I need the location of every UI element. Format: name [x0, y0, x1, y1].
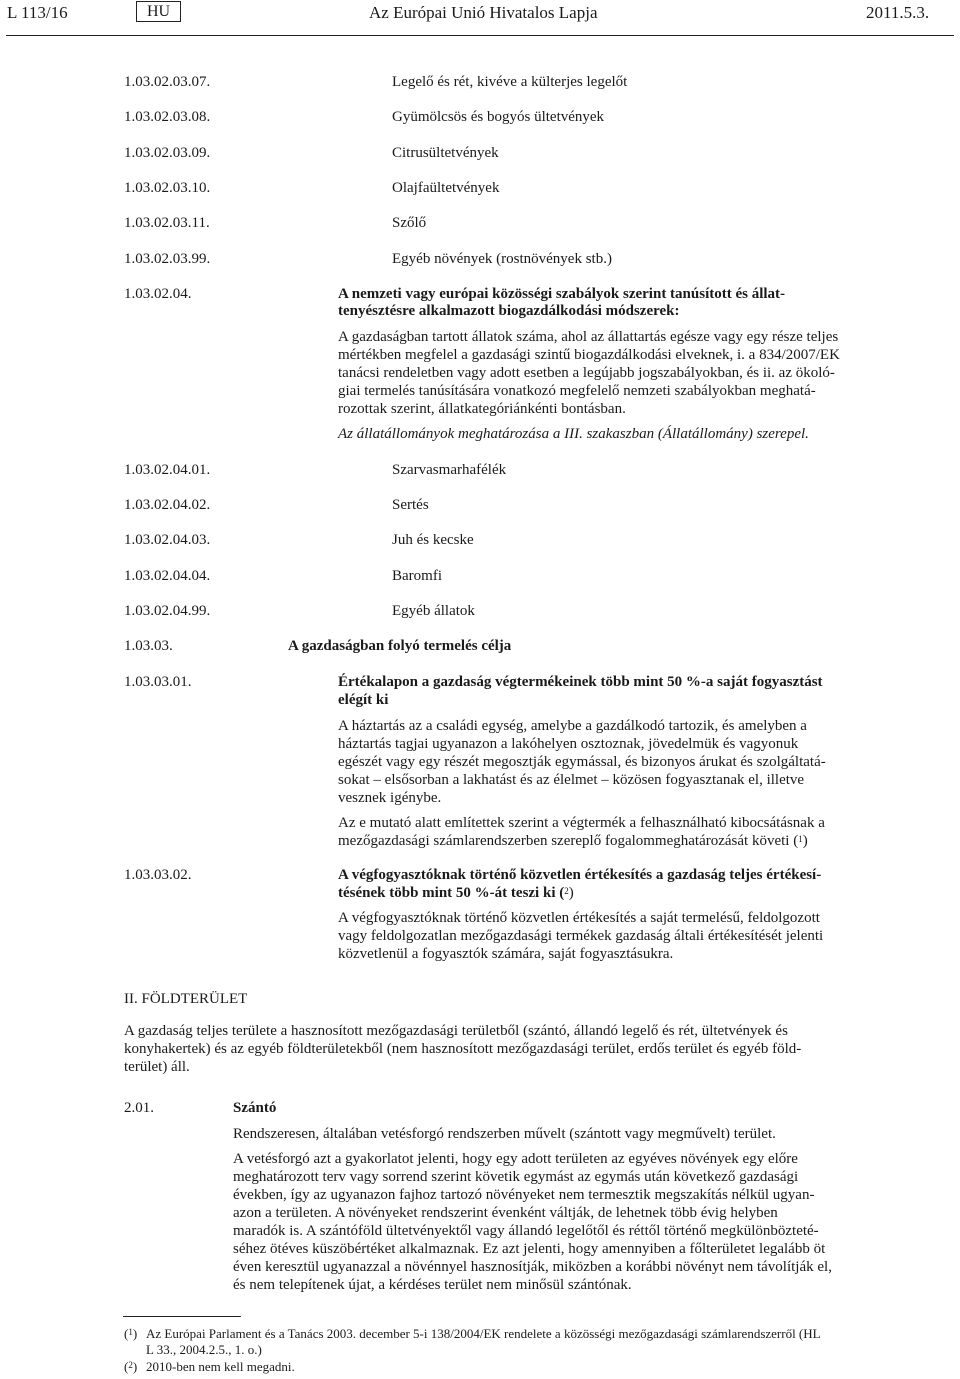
journal-title: Az Európai Unió Hivatalos Lapja — [369, 3, 598, 22]
row-code: 1.03.02.04.99. — [124, 603, 211, 619]
row-code: 1.03.02.04.01. — [124, 462, 211, 478]
paragraph-line: sokat – elsősorban a lakhatást és az élelmet – közösen fogyasztanak el, illetve — [338, 772, 805, 788]
row-code: 1.03.02.03.08. — [124, 109, 211, 125]
section-title: A nemzeti vagy európai közösségi szabályok szerint tanúsított és állat- — [338, 286, 786, 302]
paragraph-text: ) — [802, 833, 808, 849]
footnote-text: Az Európai Parlament és a Tanács 2003. december 5-i 138/2004/EK rendelete a közösségi mezőgazdasági számlarendszerről (HL — [146, 1326, 821, 1341]
paragraph-line: giai termelés tanúsítására vonatkozó megfelelő nemzeti szabályokban meghatá- — [338, 383, 816, 399]
paragraph-line: rozottak szerint, állatkategóriánkénti bontásban. — [338, 401, 626, 417]
issue-date: 2011.5.3. — [866, 3, 930, 22]
row-label: Szőlő — [392, 215, 427, 231]
section-title: elégít ki — [338, 692, 389, 708]
row-label: Baromfi — [392, 568, 442, 584]
paragraph-line: Rendszeresen, általában vetésforgó rendszerben művelt (szántott vagy megművelt) terület. — [233, 1126, 776, 1142]
section-code: 2.01. — [124, 1100, 154, 1116]
section-title-text: ) — [568, 885, 574, 901]
paragraph-line: közvetlenül a fogyasztók számára, saját fogyasztásukra. — [338, 946, 674, 962]
paragraph-line: azon a területen. A növényeket rendszerint évenként váltják, de lehetnek több évig helyben — [233, 1205, 778, 1221]
section-title: Értékalapon a gazdaság végtermékeinek több mint 50 %-a saját fogyasztást — [338, 674, 823, 690]
row-label: Szarvasmarhafélék — [392, 462, 507, 478]
paragraph-line: konyhakertek) és az egyéb földterületekből (nem hasznosított mezőgazdasági terület, erdős terület és egyéb föld- — [124, 1041, 802, 1057]
paragraph-line: maradók is. A szántóföld ültetvényektől vagy állandó legelőtől és réttől történő megkülönbözteté- — [233, 1223, 819, 1239]
row-code: 1.03.02.03.99. — [124, 251, 211, 267]
row-label: Juh és kecske — [392, 532, 474, 548]
paragraph-line: Az e mutató alatt említettek szerint a végtermék a felhasználható kibocsátásnak a — [338, 815, 825, 831]
row-label: Citrusültetvények — [392, 145, 499, 161]
header-rule — [6, 35, 954, 36]
footnote-mark: 2 — [128, 1360, 133, 1370]
row-label: Legelő és rét, kivéve a külterjes legelőt — [392, 74, 628, 90]
paragraph-line: A végfogyasztóknak történő közvetlen értékesítés a saját termelésű, feldolgozott — [338, 910, 820, 926]
row-code: 1.03.02.03.09. — [124, 145, 211, 161]
paragraph-line: egészét vagy egy részét megosztják egymással, és bizonyos árukat és szolgáltatá- — [338, 754, 826, 770]
footnote-2: ($^2$) — [124, 1359, 138, 1374]
section-title — [338, 884, 574, 902]
chapter-heading: II. FÖLDTERÜLET — [124, 991, 248, 1007]
section-code: 1.03.03.02. — [124, 867, 192, 883]
paragraph-line: és nem telepítenek újat, a kérdéses terület nem minősül szántónak. — [233, 1277, 632, 1293]
footnote-mark: 1 — [128, 1327, 133, 1337]
section-code: 1.03.02.04. — [124, 286, 192, 302]
row-code: 1.03.02.04.03. — [124, 532, 211, 548]
row-label: Egyéb növények (rostnövények stb.) — [392, 251, 612, 267]
footnote-rule — [123, 1316, 241, 1317]
paragraph-line: séhez ötéves küszöbértéket alkalmaznak. Ez azt jelenti, hogy amennyiben a főlterületet legalább öt — [233, 1241, 826, 1257]
paragraph-line: meghatározott terv vagy sorrend szerint követik egymást az egymás után következő gazdasági — [233, 1169, 799, 1185]
paragraph-line: tanácsi rendeletben vagy adott esetben a legújabb jogszabályokban, és ii. az ökoló- — [338, 365, 835, 381]
row-code: 1.03.02.03.10. — [124, 180, 211, 196]
paragraph-line: években, így az ugyanazon fajhoz tartozó növényeket nem termesztik megszakítás nélkül ugyan- — [233, 1187, 815, 1203]
section-title-text: tésének több mint 50 %-át teszi ki ( — [338, 885, 565, 901]
paragraph-line: éven keresztül ugyanazzal a növénnyel hasznosítják, miközben a korábbi növényt nem távolítják el, — [233, 1259, 832, 1275]
row-label: Egyéb állatok — [392, 603, 475, 619]
footnote-text: 2010-ben nem kell megadni. — [146, 1359, 295, 1374]
paragraph-line: háztartás tagjai ugyanazon a lakóhelyen osztoznak, jövedelmük és vagyonuk — [338, 736, 799, 752]
footnote-1: ($^1$) — [124, 1326, 138, 1341]
page-number: L 113/16 — [7, 3, 68, 22]
row-code: 1.03.02.03.11. — [124, 215, 210, 231]
paragraph-line: A vetésforgó azt a gyakorlatot jelenti, hogy egy adott területen az egyéves növények egy előre — [233, 1151, 798, 1167]
footnote-ref[interactable]: 1 — [798, 834, 803, 844]
paragraph-line: vagy feldolgozatlan mezőgazdasági termékek gazdaság általi értékesítését jelenti — [338, 928, 824, 944]
section-title: Szántó — [233, 1100, 277, 1116]
paragraph-line: terület) áll. — [124, 1059, 190, 1075]
language-badge: HU — [136, 1, 181, 22]
row-code: 1.03.02.03.07. — [124, 74, 211, 90]
row-code: 1.03.02.04.04. — [124, 568, 211, 584]
paragraph-line: A háztartás az a családi egység, amelybe a gazdálkodó tartozik, és amelyben a — [338, 718, 807, 734]
paragraph-line: A gazdaságban tartott állatok száma, ahol az állattartás egésze vagy egy része teljes — [338, 329, 839, 345]
paragraph-line: mértékben megfelel a gazdasági szintű biogazdálkodási elveknek, i. a 834/2007/EK — [338, 347, 840, 363]
paragraph-line — [338, 832, 808, 850]
row-label: Sertés — [392, 497, 429, 513]
footnote-text: L 33., 2004.2.5., 1. o.) — [146, 1342, 262, 1357]
section-title: A végfogyasztóknak történő közvetlen értékesítés a gazdaság teljes értékesí- — [338, 867, 822, 883]
paragraph-line: A gazdaság teljes területe a hasznosított mezőgazdasági területből (szántó, állandó legelő és rét, ültetvények és — [124, 1023, 788, 1039]
section-title: A gazdaságban folyó termelés célja — [288, 638, 512, 654]
row-label: Olajfaültetvények — [392, 180, 500, 196]
footnote-ref[interactable]: 2 — [564, 886, 569, 896]
section-code: 1.03.03.01. — [124, 674, 192, 690]
paragraph-text: mezőgazdasági számlarendszerben szereplő fogalommeghatározását követi ( — [338, 833, 799, 849]
section-title: tenyésztésre alkalmazott biogazdálkodási módszerek: — [338, 303, 680, 319]
section-code: 1.03.03. — [124, 638, 173, 654]
row-code: 1.03.02.04.02. — [124, 497, 211, 513]
row-label: Gyümölcsös és bogyós ültetvények — [392, 109, 605, 125]
paragraph-line: vesznek igénybe. — [338, 790, 442, 806]
italic-note: Az állatállományok meghatározása a III. szakaszban (Állatállomány) szerepel. — [338, 426, 809, 442]
